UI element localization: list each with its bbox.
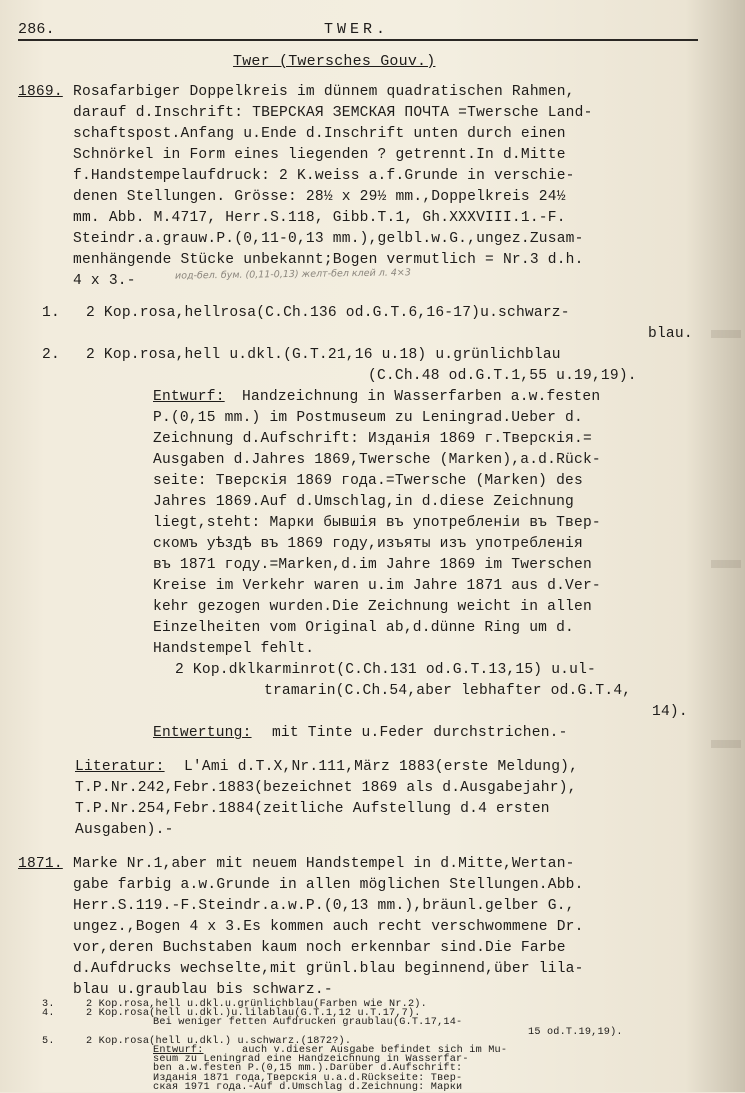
variant-text: 14). bbox=[652, 704, 688, 720]
variant-text: 2 Kop.dklkarminrot(C.Ch.131 od.G.T.13,15) u.ul- bbox=[175, 662, 597, 678]
year-1871: 1871. bbox=[18, 856, 63, 872]
text-line: denen Stellungen. Grösse: 28½ x 29½ mm.,Doppelkreis 24½ bbox=[73, 189, 566, 205]
text-line: kehr gezogen wurden.Die Zeichnung weicht in allen bbox=[153, 599, 592, 615]
text-line: скомъ уѣздѣ въ 1869 году,изъяты изъ употребленія bbox=[153, 536, 583, 552]
text-line: ben a.w.festen P.(0,15 mm.).Darüber d.Aufschrift: bbox=[153, 1063, 463, 1075]
literatur-label: Literatur: bbox=[75, 759, 165, 775]
running-title: TWER. bbox=[324, 21, 390, 38]
bleed-through-mark bbox=[711, 560, 741, 568]
text-line: P.(0,15 mm.) im Postmuseum zu Leningrad.Ueber d. bbox=[153, 410, 583, 426]
item-text: (C.Ch.48 od.G.T.1,55 u.19,19). bbox=[368, 368, 637, 384]
page-number: 286. bbox=[18, 21, 55, 38]
pencil-annotation: иод-бел. бум. (0,11-0,13) желт-бел клей л. 4×3 bbox=[174, 267, 411, 282]
entwertung-label: Entwertung: bbox=[153, 725, 252, 741]
text-line: blau u.graublau bis schwarz.- bbox=[73, 982, 333, 998]
header-rule bbox=[18, 39, 698, 41]
item-number: 3. bbox=[42, 999, 55, 1010]
item-text: 2 Kop.rosa,hell u.dkl.u.grünlichblau(Farben wie Nr.2). bbox=[86, 999, 427, 1010]
text-line: Handstempel fehlt. bbox=[153, 641, 315, 657]
item-text: 2 Kop.rosa(hell u.dkl.) u.schwarz.(1872?). bbox=[86, 1035, 352, 1047]
item-text: blau. bbox=[648, 326, 693, 342]
text-line: Schnörkel in Form eines liegenden ? getrennt.In d.Mitte bbox=[73, 147, 566, 163]
text-line: Rosafarbiger Doppelkreis im dünnem quadratischen Rahmen, bbox=[73, 84, 575, 100]
text-line: liegt,steht: Марки бывшія въ употребленіи въ Твер- bbox=[153, 515, 601, 531]
text-line: Einzelheiten vom Original ab,d.dünne Ring um d. bbox=[153, 620, 575, 636]
text-line: Ausgaben).- bbox=[75, 822, 174, 838]
text-line: T.P.Nr.254,Febr.1884(zeitliche Aufstellung d.4 ersten bbox=[75, 801, 550, 817]
item-text: 2 Kop.rosa,hell u.dkl.(G.T.21,16 u.18) u.grünlichblau bbox=[86, 347, 561, 363]
text-line: 4 x 3.- bbox=[73, 273, 136, 289]
bleed-through-mark bbox=[711, 740, 741, 748]
text-line: f.Handstempelaufdruck: 2 K.weiss a.f.Grunde in verschie- bbox=[73, 168, 575, 184]
item-text: Bei weniger fetten Aufdrucken graublau(G.T.17,14- bbox=[153, 1017, 463, 1029]
text-line: Jahres 1869.Auf d.Umschlag,in d.diese Zeichnung bbox=[153, 494, 575, 510]
item-number: 1. bbox=[42, 305, 60, 321]
text-line: Marke Nr.1,aber mit neuem Handstempel in d.Mitte,Wertan- bbox=[73, 856, 575, 872]
text-line: ungez.,Bogen 4 x 3.Es kommen auch recht verschwommene Dr. bbox=[73, 919, 584, 935]
text-line: darauf d.Inschrift: ТВЕРСКАЯ ЗЕМСКАЯ ПОЧТА =Twersche Land- bbox=[73, 105, 593, 121]
text-line: Zeichnung d.Aufschrift: Изданія 1869 г.Тверскія.= bbox=[153, 431, 592, 447]
entwurf-label: Entwurf: bbox=[153, 389, 225, 405]
bleed-through-mark bbox=[711, 330, 741, 338]
text-line: schaftspost.Anfang u.Ende d.Inschrift unten durch einen bbox=[73, 126, 566, 142]
text-line: menhängende Stücke unbekannt;Bogen vermutlich = Nr.3 d.h. bbox=[73, 252, 584, 268]
entwurf-label: Entwurf: bbox=[153, 1045, 204, 1056]
item-text: 2 Kop.rosa,hellrosa(C.Ch.136 od.G.T.6,16-17)u.schwarz- bbox=[86, 305, 570, 321]
text-line: seite: Тверскія 1869 года.=Twersche (Marken) des bbox=[153, 473, 583, 489]
item-text: 2 Kop.rosa(hell u.dkl.)u.lilablau(G.T.1,12 u.T.17,7). bbox=[86, 1008, 421, 1020]
text-line: Steindr.a.grauw.P.(0,11-0,13 mm.),gelbl.w.G.,ungez.Zusam- bbox=[73, 231, 584, 247]
section-title: Twer (Twersches Gouv.) bbox=[233, 53, 436, 70]
item-number: 2. bbox=[42, 347, 60, 363]
text-line: seum zu Leningrad eine Handzeichnung in Wasserfar- bbox=[153, 1054, 469, 1066]
item-number: 5. bbox=[42, 1035, 55, 1047]
text-line: L'Ami d.T.X,Nr.111,März 1883(erste Meldung), bbox=[175, 759, 579, 775]
text-line: mit Tinte u.Feder durchstrichen.- bbox=[263, 725, 568, 741]
text-line: Ausgaben d.Jahres 1869,Twersche (Marken),a.d.Rück- bbox=[153, 452, 601, 468]
text-line: ская 1971 года.-Auf d.Umschlag d.Zeichnung: Марки bbox=[153, 1081, 463, 1093]
variant-text: tramarin(C.Ch.54,aber lebhafter od.G.T.4, bbox=[264, 683, 632, 699]
item-text: 15 od.T.19,19). bbox=[528, 1026, 623, 1038]
text-line: Kreise im Verkehr waren u.im Jahre 1871 aus d.Ver- bbox=[153, 578, 601, 594]
text-line: T.P.Nr.242,Febr.1883(bezeichnet 1869 als d.Ausgabejahr), bbox=[75, 780, 577, 796]
text-line: Herr.S.119.-F.Steindr.a.w.P.(0,13 mm.),bräunl.gelber G., bbox=[73, 898, 575, 914]
text-line: gabe farbig a.w.Grunde in allen möglichen Stellungen.Abb. bbox=[73, 877, 584, 893]
year-1869: 1869. bbox=[18, 84, 63, 100]
item-text: auch v.dieser Ausgabe befindet sich im Mu- bbox=[242, 1045, 508, 1056]
text-line: mm. Abb. M.4717, Herr.S.118, Gibb.T.1, Gh.XXXVIII.1.-F. bbox=[73, 210, 566, 226]
item-number: 4. bbox=[42, 1008, 55, 1020]
text-line: Изданія 1871 года,Тверскія u.a.d.Rückseite: Твер- bbox=[153, 1072, 463, 1084]
text-line: d.Aufdrucks wechselte,mit grünl.blau beginnend,über lila- bbox=[73, 961, 584, 977]
text-line: Handzeichnung in Wasserfarben a.w.festen bbox=[242, 389, 601, 405]
text-line: vor,deren Buchstaben kaum noch erkennbar sind.Die Farbe bbox=[73, 940, 566, 956]
text-line: въ 1871 году.=Marken,d.im Jahre 1869 im Twerschen bbox=[153, 557, 592, 573]
